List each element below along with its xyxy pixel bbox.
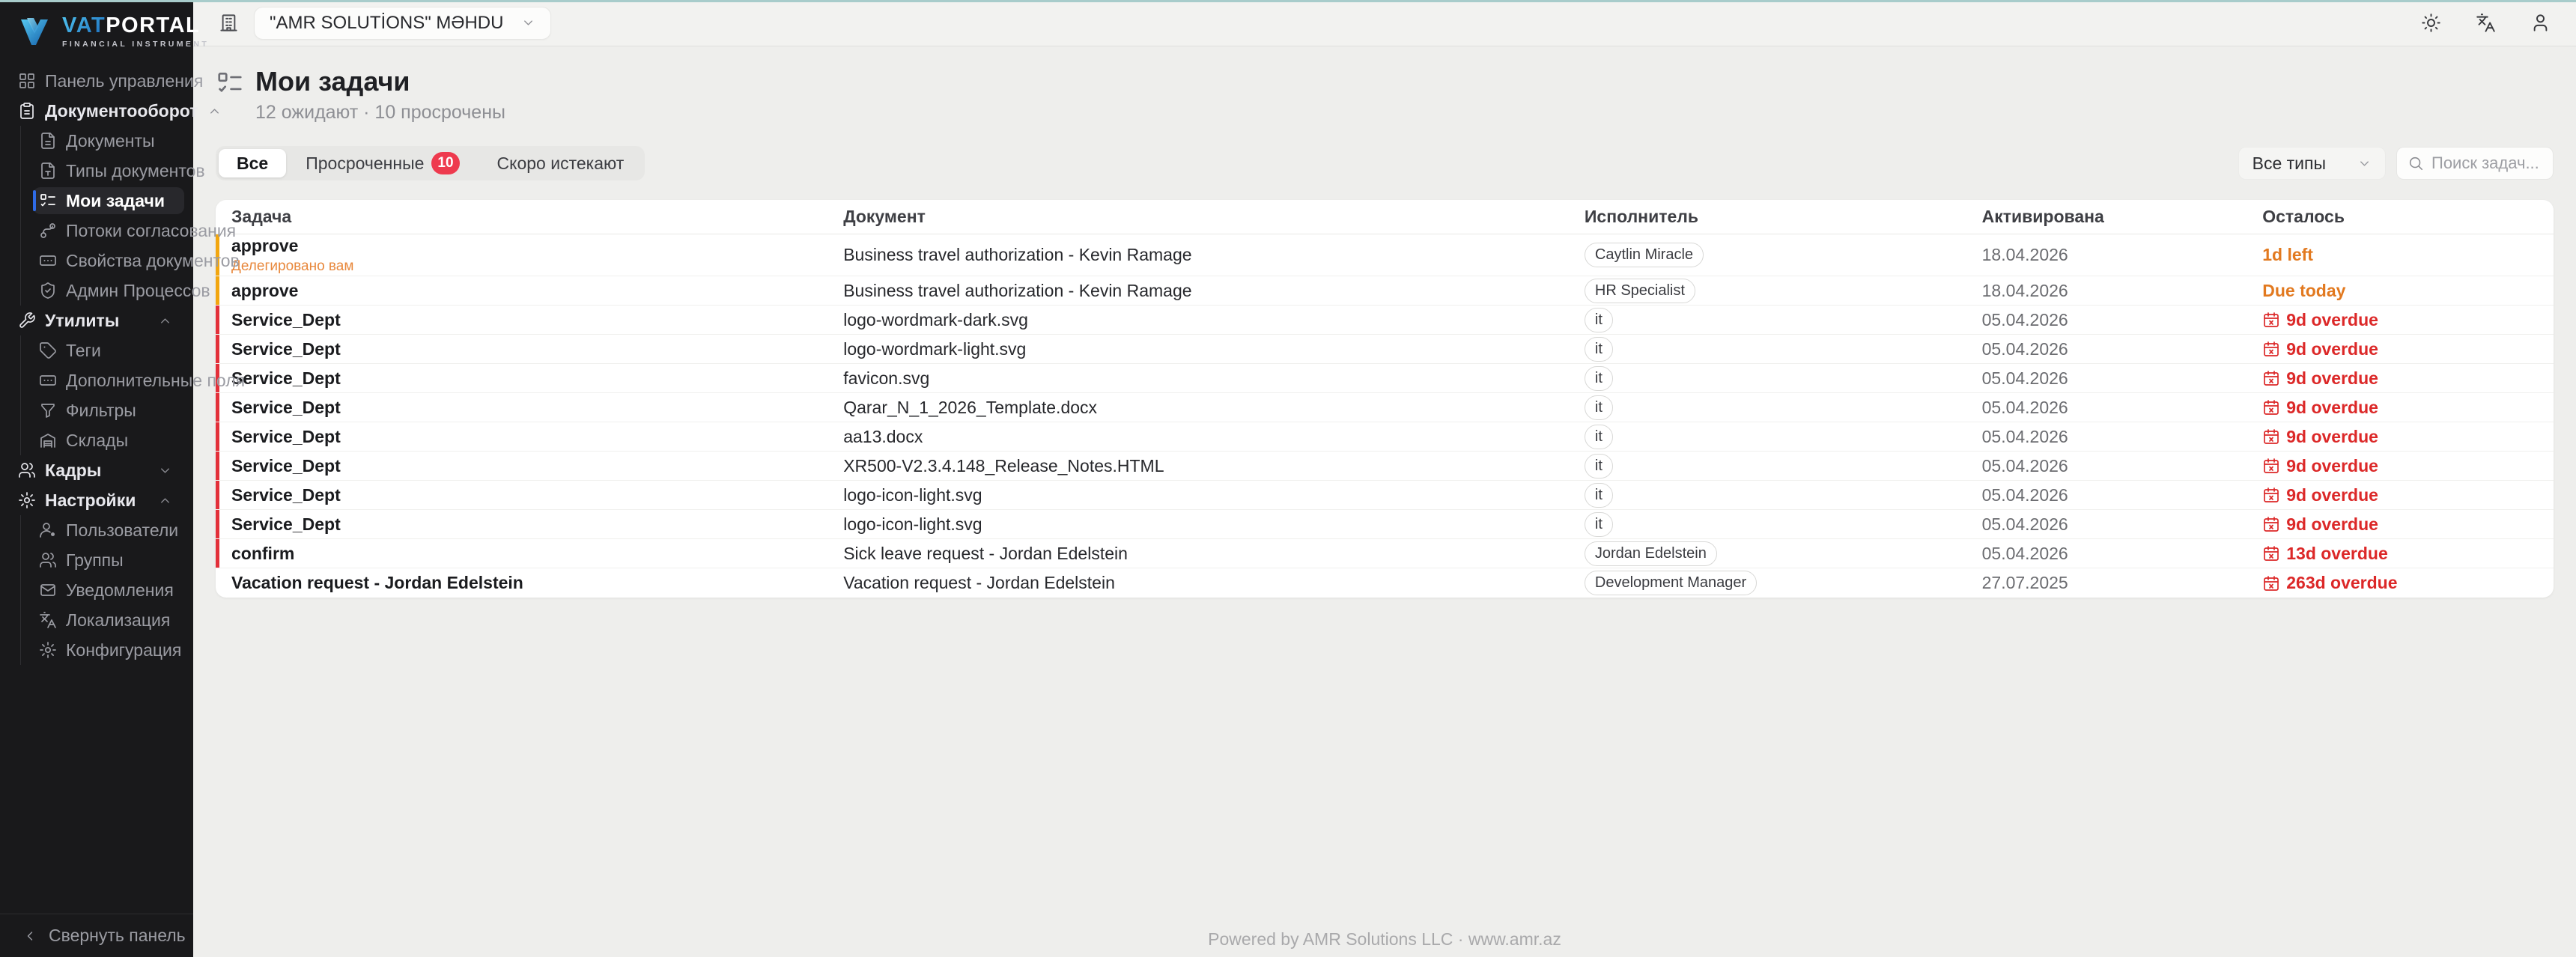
calendar-x-icon xyxy=(2262,340,2280,358)
file-type-icon xyxy=(39,162,57,180)
overdue-count-badge: 10 xyxy=(431,152,459,174)
sidebar-item-label: Панель управления xyxy=(45,70,204,91)
assignee-cell xyxy=(1574,425,1972,449)
task-name: Service_Dept xyxy=(231,397,341,417)
calendar-x-icon xyxy=(2262,544,2280,562)
table-row[interactable] xyxy=(216,393,2554,422)
sidebar-item-utilities[interactable] xyxy=(0,306,193,335)
document-cell: Sick leave request - Jordan Edelstein xyxy=(843,543,1128,563)
collapse-panel-button[interactable] xyxy=(0,914,193,957)
task-cell xyxy=(216,339,833,359)
tab-overdue[interactable] xyxy=(288,149,477,177)
sidebar-item-label: Свойства документов xyxy=(66,250,240,270)
brand-wordmark: VATPORTAL xyxy=(62,13,201,37)
task-name: Service_Dept xyxy=(231,484,341,505)
task-name: Service_Dept xyxy=(231,455,341,476)
assignee-badge: it xyxy=(1585,337,1613,362)
chevron-up-icon xyxy=(158,314,172,328)
activated-cell: 05.04.2026 xyxy=(1981,338,2068,359)
task-note: Делегировано вам xyxy=(231,258,354,274)
table-row[interactable] xyxy=(216,481,2554,510)
remaining-text: 9d overdue xyxy=(2286,309,2378,329)
sidebar-item-filters[interactable] xyxy=(0,395,193,425)
checklist-icon xyxy=(39,192,57,210)
sidebar-item-label: Склады xyxy=(66,430,129,450)
row-status-stripe xyxy=(216,539,219,568)
activated-cell: 27.07.2025 xyxy=(1981,573,2068,593)
assignee-badge: HR Specialist xyxy=(1585,279,1695,303)
remaining-text: 263d overdue xyxy=(2286,573,2398,593)
sidebar-item-groups[interactable] xyxy=(0,545,193,575)
company-name: "AMR SOLUTİONS" MƏHDU xyxy=(270,12,504,33)
row-status-stripe xyxy=(216,481,219,509)
page-header xyxy=(216,66,2554,124)
column-header: Исполнитель xyxy=(1584,207,1699,227)
sun-icon xyxy=(2421,13,2441,33)
languages-icon xyxy=(39,611,57,629)
table-row[interactable] xyxy=(216,510,2554,539)
assignee-cell xyxy=(1574,243,1972,267)
topbar xyxy=(193,0,2576,46)
remaining-cell xyxy=(2252,368,2554,389)
tab-all[interactable] xyxy=(219,149,286,177)
remaining-cell xyxy=(2252,398,2554,418)
task-cell xyxy=(216,544,833,564)
languages-icon xyxy=(2476,13,2496,33)
remaining-text: 9d overdue xyxy=(2286,514,2378,534)
chevron-up-icon xyxy=(158,493,172,508)
task-name: Service_Dept xyxy=(231,338,341,359)
sidebar-item-localization[interactable] xyxy=(0,605,193,635)
theme-toggle-button[interactable] xyxy=(2421,13,2441,33)
logo-icon xyxy=(16,13,52,49)
assignee-badge: it xyxy=(1585,512,1613,537)
row-status-stripe xyxy=(216,452,219,480)
mail-icon xyxy=(39,581,57,599)
assignee-cell xyxy=(1574,512,1972,537)
footer-text: Powered by AMR Solutions LLC · www.amr.az xyxy=(1208,929,1561,949)
task-cell xyxy=(216,427,833,447)
sidebar-item-label: Группы xyxy=(66,550,124,570)
activated-cell: 05.04.2026 xyxy=(1981,455,2068,476)
calendar-x-icon xyxy=(2262,457,2280,475)
calendar-x-icon xyxy=(2262,515,2280,533)
chevron-left-icon xyxy=(22,929,37,944)
assignee-badge: Jordan Edelstein xyxy=(1585,541,1717,566)
content xyxy=(193,46,2576,957)
assignee-cell xyxy=(1574,541,1972,566)
funnel-icon xyxy=(39,401,57,419)
warehouse-icon xyxy=(39,431,57,449)
document-cell: logo-icon-light.svg xyxy=(843,484,982,505)
document-cell: aa13.docx xyxy=(843,426,923,446)
task-name: approve xyxy=(231,280,299,300)
sidebar-item-label: Конфигурация xyxy=(66,639,182,660)
table-row[interactable] xyxy=(216,306,2554,335)
sidebar-item-my-tasks[interactable] xyxy=(0,186,193,216)
sidebar-item-dashboard[interactable] xyxy=(0,66,204,96)
sidebar-item-users[interactable] xyxy=(0,515,193,545)
user-dot-icon xyxy=(39,521,57,539)
activated-cell: 05.04.2026 xyxy=(1981,484,2068,505)
file-icon xyxy=(39,132,57,150)
task-name: Service_Dept xyxy=(231,514,341,534)
gear-icon xyxy=(18,491,36,509)
task-cell xyxy=(216,236,833,275)
remaining-cell xyxy=(2252,281,2554,301)
task-cell xyxy=(216,281,833,301)
table-row[interactable] xyxy=(216,452,2554,481)
calendar-x-icon xyxy=(2262,486,2280,504)
brand-tagline: FINANCIAL INSTRUMENT xyxy=(62,39,210,49)
sidebar-item-admin-proc[interactable] xyxy=(0,276,210,306)
remaining-cell xyxy=(2252,544,2554,564)
task-name: approve xyxy=(231,235,299,255)
table-row[interactable] xyxy=(216,276,2554,306)
toolbar xyxy=(216,146,2554,180)
calendar-x-icon xyxy=(2262,369,2280,387)
remaining-text: 9d overdue xyxy=(2286,397,2378,417)
sidebar-item-extra-fields[interactable] xyxy=(0,365,246,395)
sidebar-item-notifications[interactable] xyxy=(0,575,193,605)
assignee-cell xyxy=(1574,454,1972,478)
activated-cell: 05.04.2026 xyxy=(1981,309,2068,329)
task-cell xyxy=(216,485,833,505)
remaining-text: 9d overdue xyxy=(2286,484,2378,505)
main-area xyxy=(193,0,2576,957)
calendar-x-icon xyxy=(2262,428,2280,446)
assignee-badge: Development Manager xyxy=(1585,571,1757,595)
table-row[interactable] xyxy=(216,568,2554,598)
remaining-text: 9d overdue xyxy=(2286,368,2378,388)
activated-cell: 05.04.2026 xyxy=(1981,514,2068,534)
assignee-badge: Caytlin Miracle xyxy=(1585,243,1704,267)
sidebar-item-flows[interactable] xyxy=(0,216,237,246)
table-row[interactable] xyxy=(216,422,2554,452)
remaining-text: 9d overdue xyxy=(2286,338,2378,359)
task-cell xyxy=(216,310,833,330)
shield-icon xyxy=(39,282,57,300)
remaining-text: 9d overdue xyxy=(2286,455,2378,476)
row-status-stripe xyxy=(216,510,219,538)
user-icon xyxy=(2530,13,2551,33)
chevron-down-icon xyxy=(158,464,172,478)
assignee-cell xyxy=(1574,337,1972,362)
assignee-badge: it xyxy=(1585,366,1613,391)
page-title: Мои задачи xyxy=(255,66,410,97)
card-icon xyxy=(39,252,57,270)
type-filter-select[interactable] xyxy=(2238,147,2386,180)
sidebar-item-configuration[interactable] xyxy=(0,635,193,665)
sidebar-item-doc-types[interactable] xyxy=(0,156,205,186)
assignee-badge: it xyxy=(1585,308,1613,332)
sidebar-item-label: Фильтры xyxy=(66,400,136,420)
search-box xyxy=(2396,147,2554,180)
remaining-cell xyxy=(2252,339,2554,359)
search-icon xyxy=(2408,155,2424,171)
collapse-panel-label: Свернуть панель xyxy=(49,926,186,945)
table-row[interactable] xyxy=(216,364,2554,393)
remaining-text: Due today xyxy=(2262,280,2346,300)
row-status-stripe xyxy=(216,393,219,422)
tasks-table xyxy=(216,200,2554,598)
task-name: Vacation request - Jordan Edelstein xyxy=(231,573,523,593)
row-status-stripe xyxy=(216,422,219,451)
remaining-cell xyxy=(2252,456,2554,476)
task-name: Service_Dept xyxy=(231,309,341,329)
calendar-x-icon xyxy=(2262,311,2280,329)
document-cell: favicon.svg xyxy=(843,368,930,388)
task-cell xyxy=(216,573,833,593)
document-cell: Qarar_N_1_2026_Template.docx xyxy=(843,397,1098,417)
top-accent-strip xyxy=(0,0,2576,2)
topbar-actions xyxy=(2421,13,2551,33)
activated-cell: 18.04.2026 xyxy=(1981,280,2068,300)
sidebar-item-label: Кадры xyxy=(45,460,102,480)
logo[interactable] xyxy=(0,0,210,63)
table-header xyxy=(216,200,2554,234)
activated-cell: 05.04.2026 xyxy=(1981,426,2068,446)
assignee-cell xyxy=(1574,483,1972,508)
tab-label: Все xyxy=(237,153,269,173)
task-cell xyxy=(216,398,833,418)
chevron-down-icon xyxy=(521,16,535,30)
remaining-cell xyxy=(2252,573,2554,593)
task-name: confirm xyxy=(231,543,295,563)
remaining-text: 1d left xyxy=(2262,245,2313,265)
sidebar-item-label: Типы документов xyxy=(66,160,205,180)
grid-icon xyxy=(18,72,36,90)
tasks-icon xyxy=(216,69,244,97)
assignee-cell xyxy=(1574,571,1972,595)
remaining-cell xyxy=(2252,514,2554,535)
assignee-badge: it xyxy=(1585,425,1613,449)
sidebar-item-label: Утилиты xyxy=(45,310,120,330)
assignee-cell xyxy=(1574,395,1972,420)
sidebar-item-label: Документооборот xyxy=(45,100,198,121)
tab-label: Просроченные xyxy=(306,153,425,173)
table-row[interactable] xyxy=(216,539,2554,568)
filter-tabs xyxy=(216,146,645,180)
document-cell: XR500-V2.3.4.148_Release_Notes.HTML xyxy=(843,455,1164,476)
sidebar-item-label: Теги xyxy=(66,340,101,360)
sidebar-item-doc-props[interactable] xyxy=(0,246,240,276)
task-cell xyxy=(216,514,833,535)
sidebar-item-label: Локализация xyxy=(66,610,171,630)
document-cell: logo-wordmark-light.svg xyxy=(843,338,1027,359)
assignee-badge: it xyxy=(1585,483,1613,508)
sidebar-item-label: Пользователи xyxy=(66,520,179,540)
sidebar-nav xyxy=(0,66,246,665)
column-header: Документ xyxy=(843,207,926,227)
column-header: Осталось xyxy=(2262,207,2345,227)
sidebar xyxy=(0,0,246,957)
task-cell xyxy=(216,368,833,389)
row-status-stripe xyxy=(216,276,219,305)
sidebar-item-label: Админ Процессов xyxy=(66,280,210,300)
activated-cell: 18.04.2026 xyxy=(1981,245,2068,265)
page-subtitle: 12 ожидают · 10 просрочены xyxy=(255,102,505,124)
sidebar-item-hr[interactable] xyxy=(0,455,193,485)
activated-cell: 05.04.2026 xyxy=(1981,368,2068,388)
table-row[interactable] xyxy=(216,234,2554,276)
column-header: Активирована xyxy=(1981,207,2104,227)
row-status-stripe xyxy=(216,306,219,334)
sidebar-item-documents[interactable] xyxy=(0,126,193,156)
assignee-badge: it xyxy=(1585,395,1613,420)
type-filter-value: Все типы xyxy=(2252,153,2326,173)
sidebar-item-tags[interactable] xyxy=(0,335,193,365)
sidebar-item-label: Документы xyxy=(66,130,155,151)
table-row[interactable] xyxy=(216,335,2554,364)
sidebar-item-label: Мои задачи xyxy=(66,190,165,210)
calendar-x-icon xyxy=(2262,398,2280,416)
users-icon xyxy=(18,461,36,479)
building-icon xyxy=(219,13,239,33)
activated-cell: 05.04.2026 xyxy=(1981,397,2068,417)
assignee-cell xyxy=(1574,366,1972,391)
profile-button[interactable] xyxy=(2530,13,2551,33)
remaining-cell xyxy=(2252,485,2554,505)
assignee-badge: it xyxy=(1585,454,1613,478)
sidebar-item-label: Дополнительные поля xyxy=(66,370,246,390)
remaining-cell xyxy=(2252,310,2554,330)
document-cell: logo-icon-light.svg xyxy=(843,514,982,534)
chevron-up-icon xyxy=(207,104,222,118)
row-status-stripe xyxy=(216,335,219,363)
document-cell: logo-wordmark-dark.svg xyxy=(843,309,1028,329)
task-name: Service_Dept xyxy=(231,426,341,446)
document-cell: Vacation request - Jordan Edelstein xyxy=(843,573,1115,593)
tab-expiring[interactable] xyxy=(479,149,643,177)
sidebar-item-label: Настройки xyxy=(45,490,136,510)
users-icon xyxy=(39,551,57,569)
sidebar-item-label: Потоки согласования xyxy=(66,220,237,240)
assignee-cell xyxy=(1574,308,1972,332)
sidebar-item-docflow[interactable] xyxy=(0,96,198,126)
document-cell: Business travel authorization - Kevin Ramage xyxy=(843,245,1192,265)
flow-icon xyxy=(39,222,57,240)
task-cell xyxy=(216,456,833,476)
remaining-text: 9d overdue xyxy=(2286,426,2378,446)
task-name: Service_Dept xyxy=(231,368,341,388)
sidebar-item-label: Уведомления xyxy=(66,580,174,600)
company-selector[interactable] xyxy=(254,7,551,40)
sidebar-item-warehouses[interactable] xyxy=(0,425,193,455)
calendar-x-icon xyxy=(2262,574,2280,592)
tab-label: Скоро истекают xyxy=(496,153,625,173)
wrench-icon xyxy=(18,312,36,329)
document-cell: Business travel authorization - Kevin Ramage xyxy=(843,280,1192,300)
clipboard-icon xyxy=(18,102,36,120)
sidebar-item-settings[interactable] xyxy=(0,485,193,515)
remaining-cell xyxy=(2252,427,2554,447)
remaining-cell xyxy=(2252,245,2554,265)
column-header: Задача xyxy=(231,207,292,227)
table-body xyxy=(216,234,2554,598)
chevron-down-icon xyxy=(2357,157,2372,171)
assignee-cell xyxy=(1574,279,1972,303)
activated-cell: 05.04.2026 xyxy=(1981,543,2068,563)
gear-icon xyxy=(39,641,57,659)
remaining-text: 13d overdue xyxy=(2286,543,2388,563)
tag-icon xyxy=(39,341,57,359)
search-input[interactable] xyxy=(2431,154,2542,173)
card-icon xyxy=(39,371,57,389)
language-button[interactable] xyxy=(2476,13,2496,33)
